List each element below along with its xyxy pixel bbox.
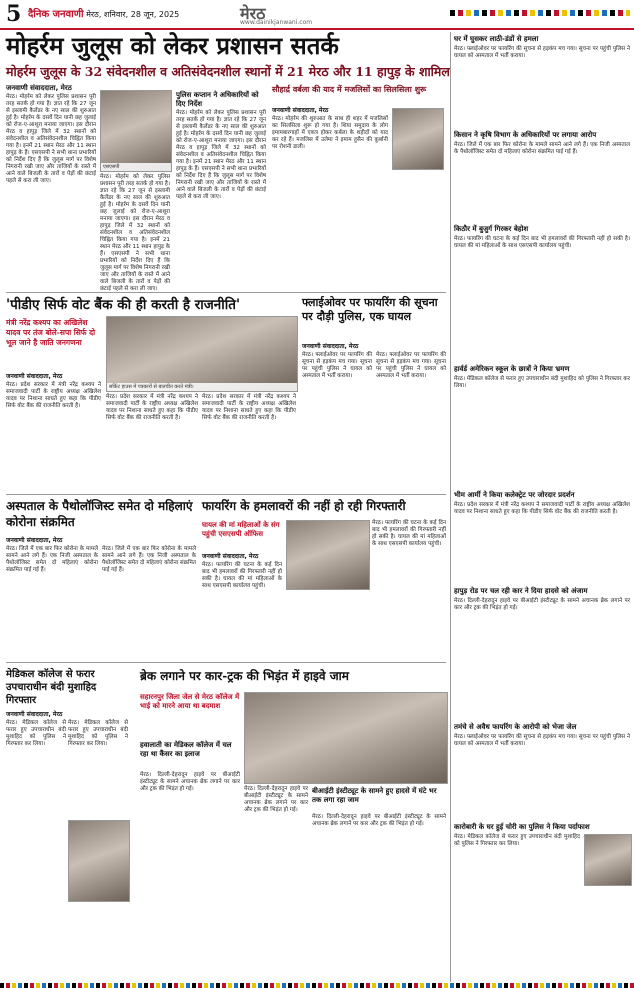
medical-body-col1: मेरठ। मेडिकल कॉलेज से फरार हुए उपचाराधीन बंदी मुशाहिद को पुलिस ने गिरफ्तार कर लिया। — [6, 720, 66, 747]
brief-8-body: मेरठ। मेडिकल कॉलेज से फरार हुए उपचाराधीन बंदी मुशाहिद को पुलिस ने गिरफ्तार कर लिया। — [454, 834, 580, 847]
highway-body-col3: मेरठ। दिल्ली-देहरादून हाइवे पर बीआईटी इंस्टीट्यूट के सामने अचानक ब्रेक लगाने पर कार और ट्रक की भिड़ंत हो गई। — [312, 814, 446, 827]
pda-photo-caption: सर्किट हाउस में पत्रकारों से बातचीत करते मंत्री। — [107, 383, 297, 391]
registration-marks — [450, 10, 630, 16]
muharram-majlis-headline: सौहार्द्र वर्बला की याद में मजलिसों का सिलसिला शुरू — [272, 84, 427, 94]
brief-8-photo — [584, 834, 632, 886]
pda-headline: 'पीडीए सिर्फ वोट बैंक की ही करती है राजनीति' — [6, 297, 241, 313]
lead-photo-caption: एसएसपी — [101, 163, 171, 171]
rule — [6, 662, 446, 663]
rule — [6, 494, 446, 495]
medical-byline: जनवाणी संवाददाता, मेरठ — [6, 711, 63, 718]
highway-box1: सहारनपुर जिला जेल से मेरठ कॉलेज में भाई को मारने आया था बदमाश — [140, 692, 240, 710]
brief-7-headline: तमंचे से अवैध फायरिंग के आरोपी को भेजा जेल — [454, 722, 577, 731]
pda-photo — [106, 316, 298, 392]
brief-7-body: मेरठ। फ्लाईओवर पर फायरिंग की सूचना से हड़कंप मच गया। सूचना पर पहुंची पुलिस ने घायल को अस्पताल में भर्ती कराया। — [454, 734, 630, 747]
flyover-body-col1: मेरठ। फ्लाईओवर पर फायरिंग की सूचना से हड़कंप मच गया। सूचना पर पहुंची पुलिस ने घायल को अस्पताल में भर्ती कराया। — [302, 352, 372, 379]
lead-body-col2: मेरठ। मोहर्रम को लेकर पुलिस प्रशासन पूरी तरह सतर्क हो गया है। ज्ञात रहे कि 27 जून से इस्लामी कैलेंडर के नए साल की शुरुआत हुई है। मोहर्रम के दसवें दिन यानी छह जुलाई को रोज-ए-आशूरा मनाया जाएगा। इस दौरान मेरठ व हापुड़ जिले में 32 स्थानों को संवेदनशील व अतिसंवेदनशील चिह्नित किया गया है। इनमें 21 स्थान मेरठ और 11 स्थान हापुड़ के हैं। एसएसपी ने सभी थाना प्रभारियों को निर्देश दिए हैं कि जुलूस मार्ग पर विशेष निगरानी रखी जाए और ताजियों के रास्ते में आने वाले बिजली के तारों व पेड़ों की छंटाई पहले से करा ली जाए। — [100, 174, 170, 292]
brief-8-headline: कारोबारी के घर हुई चोरी का पुलिस ने किया पर्दाफाश — [454, 822, 590, 831]
brief-4-headline: हार्वर्ड अमेरिकन स्कूल के छात्रों ने किया भ्रमण — [454, 364, 570, 373]
medical-photo — [68, 820, 130, 902]
firing-headline: फायरिंग के हमलावरों की नहीं हो रही गिरफ्तारी — [202, 499, 406, 513]
column-rule — [450, 32, 451, 982]
rule — [6, 292, 446, 293]
flyover-byline: जनवाणी संवाददाता, मेरठ — [302, 343, 359, 350]
muharram-majlis-byline: जनवाणी संवाददाता, मेरठ — [272, 107, 329, 114]
brief-6-headline: हापुड़ रोड पर चल रही कार ने दिया हादसे को अंजाम — [454, 586, 588, 595]
brief-1-body: मेरठ। फ्लाईओवर पर फायरिंग की सूचना से हड़कंप मच गया। सूचना पर पहुंची पुलिस ने घायल को अस्पताल में भर्ती कराया। — [454, 46, 630, 59]
brief-3-body: मेरठ। फायरिंग की घटना के कई दिन बाद भी हमलावरों की गिरफ्तारी नहीं हो सकी है। घायल की मां महिलाओं के साथ एसएसपी कार्यालय पहुंची। — [454, 236, 630, 249]
place-date: मेरठ, शनिवार, 28 जून, 2025 — [86, 10, 180, 19]
lead-photo — [100, 90, 172, 172]
lead-subhead: मोहर्रम जुलूस के 32 संवेदनशील व अतिसंवेदनशील स्थानों में 21 मेरठ और 11 हापुड़ के शामिल — [6, 64, 450, 79]
brief-4-body: मेरठ। मेडिकल कॉलेज से फरार हुए उपचाराधीन बंदी मुशाहिद को पुलिस ने गिरफ्तार कर लिया। — [454, 376, 630, 389]
pda-body-col3: मेरठ। प्रदेश सरकार में मंत्री नरेंद्र कश्यप ने समाजवादी पार्टी के राष्ट्रीय अध्यक्ष अखिलेश यादव पर निशाना साधते हुए कहा कि पीडीए सिर्फ वोट बैंक की राजनीति करती है। — [202, 394, 296, 421]
medical-headline: मेडिकल कॉलेज से फरार उपचाराधीन बंदी मुशाहिद गिरफ्तार — [6, 669, 97, 706]
website-url: www.dainikjanwani.com — [240, 19, 313, 26]
lead-headline: मोहर्रम जुलूस को लेकर प्रशासन सतर्क — [6, 31, 339, 60]
pda-body-col1: मेरठ। प्रदेश सरकार में मंत्री नरेंद्र कश्यप ने समाजवादी पार्टी के राष्ट्रीय अध्यक्ष अखिलेश यादव पर निशाना साधते हुए कहा कि पीडीए सिर्फ वोट बैंक की राजनीति करती है। — [6, 382, 101, 409]
pda-byline: जनवाणी संवाददाता, मेरठ — [6, 373, 63, 380]
pathology-headline: अस्पताल के पैथोलॉजिस्ट समेत दो महिलाएं कोरोना संक्रमित — [6, 499, 193, 529]
brief-1-headline: घर में घुसकर लाठी-डंडों से हमला — [454, 34, 539, 43]
lead-box-head: पुलिस कप्तान ने अधिकारियों को दिए निर्देश — [176, 90, 259, 108]
page-number: 5 — [6, 1, 22, 27]
highway-body-col1: मेरठ। दिल्ली-देहरादून हाइवे पर बीआईटी इंस्टीट्यूट के सामने अचानक ब्रेक लगाने पर कार और ट्रक की भिड़ंत हो गई। — [140, 772, 240, 792]
paper-name: दैनिक जनवाणी — [28, 9, 84, 20]
highway-headline: ब्रेक लगाने पर कार-ट्रक की भिड़ंत में हाइवे जाम — [140, 669, 349, 683]
brief-2-headline: किसान ने कृषि विभाग के अधिकारियों पर लगाया आरोप — [454, 130, 597, 139]
medical-body-col2: मेरठ। मेडिकल कॉलेज से फरार हुए उपचाराधीन बंदी मुशाहिद को पुलिस ने गिरफ्तार कर लिया। — [68, 720, 128, 747]
pda-subhead: मंत्री नरेंद्र कश्यप का अखिलेश यादव पर तंज बोले-सपा सिर्फ दो भूल जाने है जाति जनगणना — [6, 318, 96, 347]
firing-body-col1: मेरठ। फायरिंग की घटना के कई दिन बाद भी हमलावरों की गिरफ्तारी नहीं हो सकी है। घायल की मां महिलाओं के साथ एसएसपी कार्यालय पहुंची। — [202, 562, 282, 589]
firing-photo — [286, 520, 370, 590]
highway-body-col2: मेरठ। दिल्ली-देहरादून हाइवे पर बीआईटी इंस्टीट्यूट के सामने अचानक ब्रेक लगाने पर कार और ट्रक की भिड़ंत हो गई। — [244, 786, 308, 813]
masthead — [0, 0, 634, 30]
firing-subhead: घायल की मां महिलाओं के संग पहुंची एसएसपी ऑफिस — [202, 520, 280, 538]
lead-byline: जनवाणी संवाददाता, मेरठ — [6, 84, 72, 92]
firing-byline: जनवाणी संवाददाता, मेरठ — [202, 553, 259, 560]
brief-3-headline: किठौर में बुजुर्ग गिरकर बेहोश — [454, 224, 529, 233]
pda-body-col2: मेरठ। प्रदेश सरकार में मंत्री नरेंद्र कश्यप ने समाजवादी पार्टी के राष्ट्रीय अध्यक्ष अखिलेश यादव पर निशाना साधते हुए कहा कि पीडीए सिर्फ वोट बैंक की राजनीति करती है। — [106, 394, 198, 421]
flyover-headline: फ्लाईओवर पर फायरिंग की सूचना पर दौड़ी पुलिस, एक घायल — [302, 296, 438, 323]
brief-5-body: मेरठ। प्रदेश सरकार में मंत्री नरेंद्र कश्यप ने समाजवादी पार्टी के राष्ट्रीय अध्यक्ष अखिलेश यादव पर निशाना साधते हुए कहा कि पीडीए सिर्फ वोट बैंक की राजनीति करती है। — [454, 502, 630, 515]
pathology-byline: जनवाणी संवाददाता, मेरठ — [6, 537, 63, 544]
section-title: मेरठ — [240, 4, 266, 23]
paper-info — [28, 6, 179, 20]
highway-box3: बीआईटी इंस्टीट्यूट के सामने हुए हादसे में घंटे भर तक लगा रहा जाम — [312, 786, 437, 804]
firing-body-col2: मेरठ। फायरिंग की घटना के कई दिन बाद भी हमलावरों की गिरफ्तारी नहीं हो सकी है। घायल की मां महिलाओं के साथ एसएसपी कार्यालय पहुंची। — [372, 520, 446, 547]
muharram-majlis-body: मेरठ। मोहर्रम की शुरुआत के साथ ही शहर में मजलिसों का सिलसिला शुरू हो गया है। शिया समुदाय के लोग इमामबारगाहों में एकत्र होकर कर्बला के शहीदों को याद कर रहे हैं। मजलिस में उलेमा ने इमाम हुसैन की कुर्बानी पर रोशनी डाली। — [272, 116, 388, 150]
lead-body-col3: मेरठ। मोहर्रम को लेकर पुलिस प्रशासन पूरी तरह सतर्क हो गया है। ज्ञात रहे कि 27 जून से इस्लामी कैलेंडर के नए साल की शुरुआत हुई है। मोहर्रम के दसवें दिन यानी छह जुलाई को रोज-ए-आशूरा मनाया जाएगा। इस दौरान मेरठ व हापुड़ जिले में 32 स्थानों को संवेदनशील व अतिसंवेदनशील चिह्नित किया गया है। इनमें 21 स्थान मेरठ और 11 स्थान हापुड़ के हैं। एसएसपी ने सभी थाना प्रभारियों को निर्देश दिए हैं कि जुलूस मार्ग पर विशेष निगरानी रखी जाए और ताजियों के रास्ते में आने वाले बिजली के तारों व पेड़ों की छंटाई पहले से करा ली जाए। — [176, 110, 266, 200]
pathology-body-col1: मेरठ। जिले में एक बार फिर कोरोना के मामले सामने आने लगे हैं। एक निजी अस्पताल के पैथोलॉजिस्ट समेत दो महिलाएं कोरोना संक्रमित पाई गई हैं। — [6, 546, 98, 573]
brief-2-body: मेरठ। जिले में एक बार फिर कोरोना के मामले सामने आने लगे हैं। एक निजी अस्पताल के पैथोलॉजिस्ट समेत दो महिलाएं कोरोना संक्रमित पाई गई हैं। — [454, 142, 630, 155]
highway-photo — [244, 692, 448, 784]
majlis-photo — [392, 108, 444, 170]
lead-body-col1: मेरठ। मोहर्रम को लेकर पुलिस प्रशासन पूरी तरह सतर्क हो गया है। ज्ञात रहे कि 27 जून से इस्लामी कैलेंडर के नए साल की शुरुआत हुई है। मोहर्रम के दसवें दिन यानी छह जुलाई को रोज-ए-आशूरा मनाया जाएगा। इस दौरान मेरठ व हापुड़ जिले में 32 स्थानों को संवेदनशील व अतिसंवेदनशील चिह्नित किया गया है। इनमें 21 स्थान मेरठ और 11 स्थान हापुड़ के हैं। एसएसपी ने सभी थाना प्रभारियों को निर्देश दिए हैं कि जुलूस मार्ग पर विशेष निगरानी रखी जाए और ताजियों के रास्ते में आने वाले बिजली के तारों व पेड़ों की छंटाई पहले से करा ली जाए। — [6, 94, 96, 184]
brief-6-body: मेरठ। दिल्ली-देहरादून हाइवे पर बीआईटी इंस्टीट्यूट के सामने अचानक ब्रेक लगाने पर कार और ट्रक की भिड़ंत हो गई। — [454, 598, 630, 611]
flyover-body-col2: मेरठ। फ्लाईओवर पर फायरिंग की सूचना से हड़कंप मच गया। सूचना पर पहुंची पुलिस ने घायल को अस्पताल में भर्ती कराया। — [376, 352, 446, 379]
highway-box2: हवालाती का मेडिकल कॉलेज में चल रहा था कैंसर का इलाज — [140, 740, 232, 758]
pathology-body-col2: मेरठ। जिले में एक बार फिर कोरोना के मामले सामने आने लगे हैं। एक निजी अस्पताल के पैथोलॉजिस्ट समेत दो महिलाएं कोरोना संक्रमित पाई गई हैं। — [102, 546, 196, 573]
registration-marks-bottom — [0, 983, 634, 988]
brief-5-headline: भीम आर्मी ने किया कलेक्ट्रेट पर जोरदार प्रदर्शन — [454, 490, 575, 499]
